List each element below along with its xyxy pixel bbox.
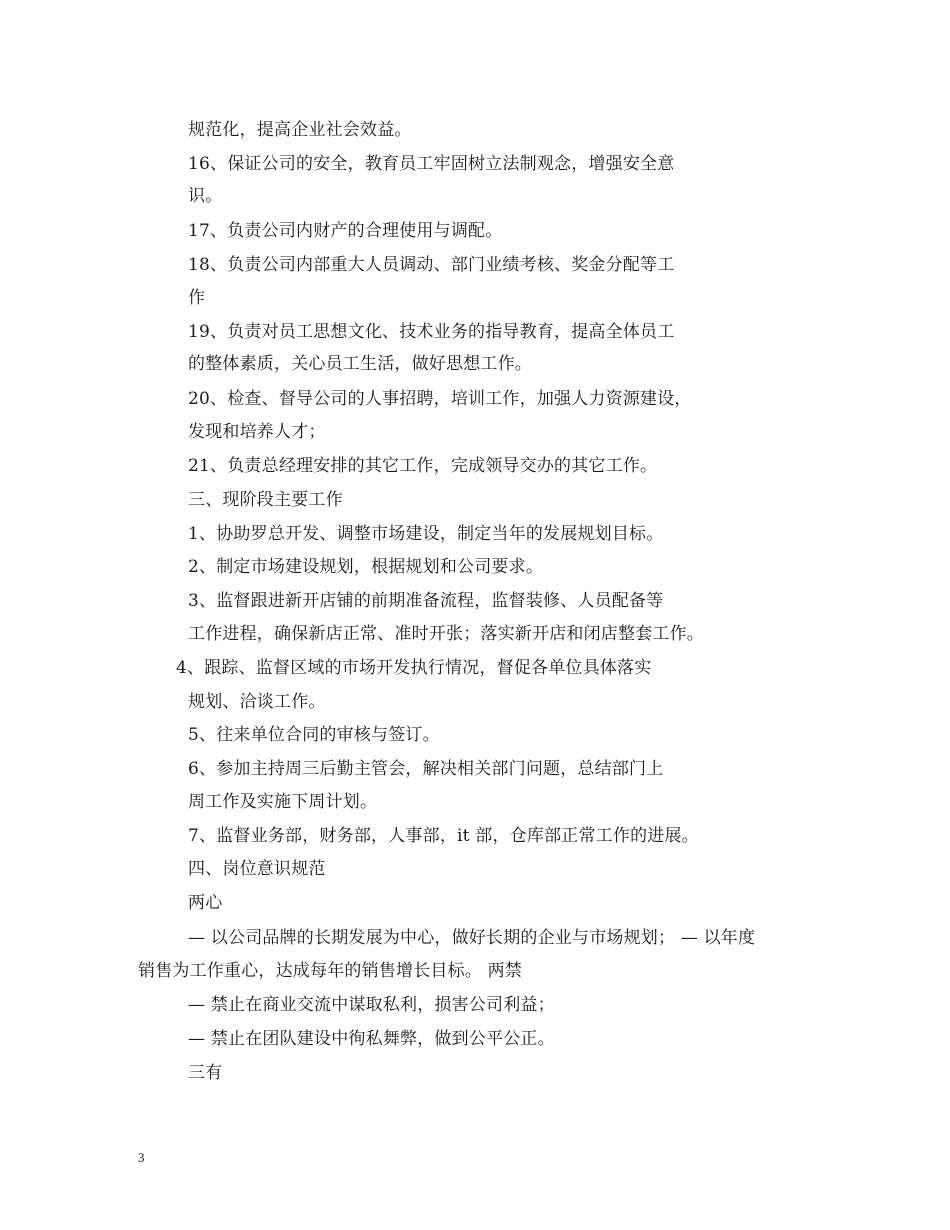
text-line: 4、跟踪、监督区域的市场开发执行情况，督促各单位具体落实	[176, 658, 652, 678]
text-line: 的整体素质，关心员工生活，做好思想工作。	[188, 354, 532, 374]
section-heading: 三、现阶段主要工作	[188, 490, 343, 510]
text-line: 两心	[188, 893, 223, 913]
text-line: 三有	[188, 1063, 223, 1083]
text-line: 规范化，提高企业社会效益。	[188, 120, 412, 140]
text-line: 20、检查、督导公司的人事招聘，培训工作，加强人力资源建设，	[188, 389, 692, 409]
section-heading: 四、岗位意识规范	[188, 859, 326, 879]
text-line: 3、监督跟进新开店铺的前期准备流程，监督装修、人员配备等	[188, 591, 664, 611]
text-line: 5、往来单位合同的审核与签订。	[188, 725, 440, 745]
text-line: 6、参加主持周三后勤主管会，解决相关部门问题，总结部门上	[188, 759, 664, 779]
text-line: 发现和培养人才；	[188, 422, 326, 442]
text-line: — 以公司品牌的长期发展为中心，做好长期的企业与市场规划； — 以年度	[188, 928, 756, 948]
text-line: 规划、洽谈工作。	[188, 692, 326, 712]
page-number: 3	[138, 1150, 145, 1165]
text-line: 1、协助罗总开发、调整市场建设，制定当年的发展规划目标。	[188, 524, 664, 544]
text-line: 作	[188, 288, 206, 308]
text-line: — 禁止在团队建设中徇私舞弊，做到公平公正。	[188, 1029, 555, 1049]
text-line: 19、负责对员工思想文化、技术业务的指导教育，提高全体员工	[188, 322, 675, 342]
text-line: 2、制定市场建设规划，根据规划和公司要求。	[188, 557, 544, 577]
text-line: 识。	[188, 186, 223, 206]
text-line: 销售为工作重心，达成每年的销售增长目标。 两禁	[138, 961, 523, 981]
text-line: — 禁止在商业交流中谋取私利，损害公司利益；	[188, 995, 555, 1015]
text-line: 18、负责公司内部重大人员调动、部门业绩考核、奖金分配等工	[188, 255, 675, 275]
text-line: 7、监督业务部，财务部，人事部，it 部，仓库部正常工作的进展。	[188, 826, 699, 846]
text-line: 周工作及实施下周计划。	[188, 792, 378, 812]
text-line: 16、保证公司的安全，教育员工牢固树立法制观念，增强安全意	[188, 154, 675, 174]
text-line: 17、负责公司内财产的合理使用与调配。	[188, 221, 503, 241]
text-line: 工作进程，确保新店正常、准时开张；落实新开店和闭店整套工作。	[188, 624, 704, 644]
text-line: 21、负责总经理安排的其它工作，完成领导交办的其它工作。	[188, 456, 658, 476]
